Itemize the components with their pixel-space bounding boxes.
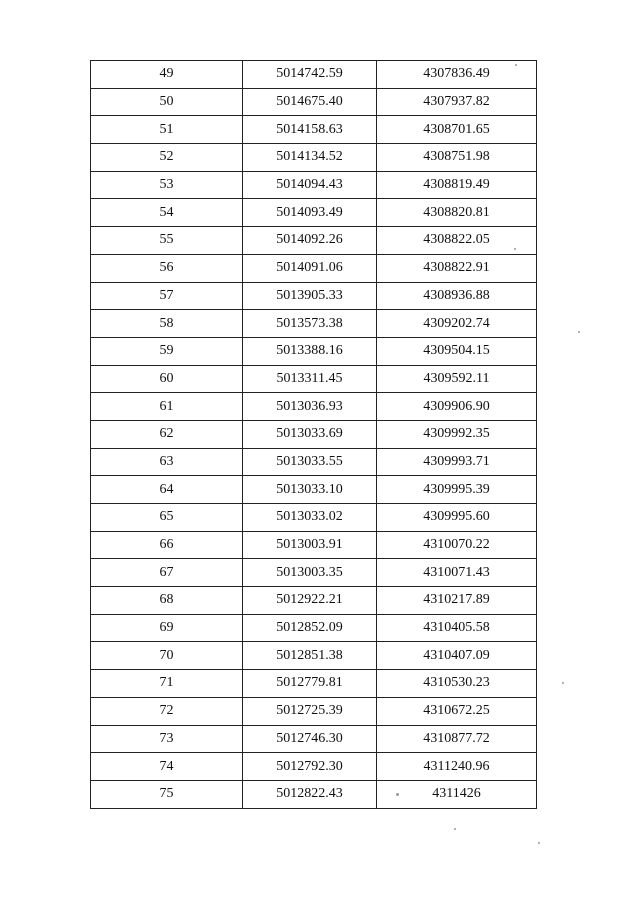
x-coordinate-cell: 5014094.43 bbox=[243, 171, 377, 199]
point-number-cell: 73 bbox=[91, 725, 243, 753]
point-number-cell: 67 bbox=[91, 559, 243, 587]
x-coordinate-cell: 5014675.40 bbox=[243, 88, 377, 116]
point-number-cell: 53 bbox=[91, 171, 243, 199]
table-row bbox=[91, 448, 537, 476]
coordinate-table-container bbox=[90, 60, 536, 809]
x-coordinate-cell: 5013573.38 bbox=[243, 310, 377, 338]
point-number-cell: 71 bbox=[91, 670, 243, 698]
y-coordinate-cell: 4308701.65 bbox=[377, 116, 537, 144]
x-coordinate-cell: 5013036.93 bbox=[243, 393, 377, 421]
table-row bbox=[91, 310, 537, 338]
y-coordinate-cell: 4310877.72 bbox=[377, 725, 537, 753]
scan-speck bbox=[562, 682, 564, 684]
x-coordinate-cell: 5014158.63 bbox=[243, 116, 377, 144]
table-row bbox=[91, 753, 537, 781]
y-coordinate-cell: 4309995.39 bbox=[377, 476, 537, 504]
point-number-cell: 66 bbox=[91, 531, 243, 559]
point-number-cell: 70 bbox=[91, 642, 243, 670]
point-number-cell: 52 bbox=[91, 144, 243, 172]
coordinate-table bbox=[90, 60, 537, 809]
table-body bbox=[91, 61, 537, 809]
x-coordinate-cell: 5012852.09 bbox=[243, 614, 377, 642]
table-row bbox=[91, 642, 537, 670]
y-coordinate-cell: 4310530.23 bbox=[377, 670, 537, 698]
table-row bbox=[91, 337, 537, 365]
table-row bbox=[91, 725, 537, 753]
table-row bbox=[91, 116, 537, 144]
point-number-cell: 56 bbox=[91, 254, 243, 282]
point-number-cell: 49 bbox=[91, 61, 243, 89]
point-number-cell: 65 bbox=[91, 504, 243, 532]
y-coordinate-cell: 4309906.90 bbox=[377, 393, 537, 421]
x-coordinate-cell: 5013033.10 bbox=[243, 476, 377, 504]
y-coordinate-cell: 4308936.88 bbox=[377, 282, 537, 310]
x-coordinate-cell: 5013905.33 bbox=[243, 282, 377, 310]
x-coordinate-cell: 5013033.55 bbox=[243, 448, 377, 476]
y-coordinate-cell: 4310672.25 bbox=[377, 697, 537, 725]
y-coordinate-cell: 4310217.89 bbox=[377, 587, 537, 615]
y-coordinate-cell: 4308822.91 bbox=[377, 254, 537, 282]
table-row bbox=[91, 171, 537, 199]
x-coordinate-cell: 5013033.02 bbox=[243, 504, 377, 532]
point-number-cell: 62 bbox=[91, 420, 243, 448]
point-number-cell: 68 bbox=[91, 587, 243, 615]
table-row bbox=[91, 697, 537, 725]
y-coordinate-cell: 4310071.43 bbox=[377, 559, 537, 587]
x-coordinate-cell: 5012779.81 bbox=[243, 670, 377, 698]
y-coordinate-cell: 4308751.98 bbox=[377, 144, 537, 172]
x-coordinate-cell: 5014093.49 bbox=[243, 199, 377, 227]
table-row bbox=[91, 144, 537, 172]
scan-speck bbox=[454, 828, 456, 830]
table-row bbox=[91, 365, 537, 393]
y-coordinate-cell: 4309202.74 bbox=[377, 310, 537, 338]
table-row bbox=[91, 199, 537, 227]
x-coordinate-cell: 5012792.30 bbox=[243, 753, 377, 781]
x-coordinate-cell: 5014091.06 bbox=[243, 254, 377, 282]
x-coordinate-cell: 5012725.39 bbox=[243, 697, 377, 725]
x-coordinate-cell: 5013388.16 bbox=[243, 337, 377, 365]
y-coordinate-cell: 4307836.49 bbox=[377, 61, 537, 89]
y-coordinate-cell: 4308820.81 bbox=[377, 199, 537, 227]
scan-speck bbox=[515, 64, 517, 66]
table-row bbox=[91, 420, 537, 448]
x-coordinate-cell: 5014092.26 bbox=[243, 227, 377, 255]
table-row bbox=[91, 504, 537, 532]
point-number-cell: 55 bbox=[91, 227, 243, 255]
y-coordinate-cell: 4309504.15 bbox=[377, 337, 537, 365]
table-row bbox=[91, 61, 537, 89]
table-row bbox=[91, 670, 537, 698]
y-coordinate-cell: 4309992.35 bbox=[377, 420, 537, 448]
table-row bbox=[91, 780, 537, 808]
point-number-cell: 61 bbox=[91, 393, 243, 421]
y-coordinate-cell: 4310070.22 bbox=[377, 531, 537, 559]
point-number-cell: 51 bbox=[91, 116, 243, 144]
y-coordinate-cell: 4308819.49 bbox=[377, 171, 537, 199]
y-coordinate-cell: 4310405.58 bbox=[377, 614, 537, 642]
x-coordinate-cell: 5014134.52 bbox=[243, 144, 377, 172]
point-number-cell: 69 bbox=[91, 614, 243, 642]
scan-speck bbox=[396, 793, 399, 796]
y-coordinate-cell: 4309993.71 bbox=[377, 448, 537, 476]
x-coordinate-cell: 5012851.38 bbox=[243, 642, 377, 670]
point-number-cell: 54 bbox=[91, 199, 243, 227]
table-row bbox=[91, 587, 537, 615]
y-coordinate-cell: 4310407.09 bbox=[377, 642, 537, 670]
scan-speck bbox=[578, 331, 580, 333]
y-coordinate-cell: 4311240.96 bbox=[377, 753, 537, 781]
scan-speck bbox=[514, 248, 516, 250]
table-row bbox=[91, 531, 537, 559]
table-row bbox=[91, 88, 537, 116]
point-number-cell: 74 bbox=[91, 753, 243, 781]
point-number-cell: 72 bbox=[91, 697, 243, 725]
point-number-cell: 58 bbox=[91, 310, 243, 338]
table-row bbox=[91, 254, 537, 282]
x-coordinate-cell: 5012822.43 bbox=[243, 780, 377, 808]
table-row bbox=[91, 614, 537, 642]
y-coordinate-cell: 4309995.60 bbox=[377, 504, 537, 532]
y-coordinate-cell: 4308822.05 bbox=[377, 227, 537, 255]
table-row bbox=[91, 393, 537, 421]
scan-speck bbox=[538, 842, 540, 844]
y-coordinate-cell: 4311426 bbox=[377, 780, 537, 808]
x-coordinate-cell: 5013033.69 bbox=[243, 420, 377, 448]
point-number-cell: 75 bbox=[91, 780, 243, 808]
x-coordinate-cell: 5013003.91 bbox=[243, 531, 377, 559]
point-number-cell: 60 bbox=[91, 365, 243, 393]
x-coordinate-cell: 5014742.59 bbox=[243, 61, 377, 89]
point-number-cell: 64 bbox=[91, 476, 243, 504]
y-coordinate-cell: 4309592.11 bbox=[377, 365, 537, 393]
x-coordinate-cell: 5013311.45 bbox=[243, 365, 377, 393]
x-coordinate-cell: 5013003.35 bbox=[243, 559, 377, 587]
point-number-cell: 57 bbox=[91, 282, 243, 310]
point-number-cell: 50 bbox=[91, 88, 243, 116]
x-coordinate-cell: 5012922.21 bbox=[243, 587, 377, 615]
table-row bbox=[91, 559, 537, 587]
table-row bbox=[91, 227, 537, 255]
table-row bbox=[91, 476, 537, 504]
y-coordinate-cell: 4307937.82 bbox=[377, 88, 537, 116]
x-coordinate-cell: 5012746.30 bbox=[243, 725, 377, 753]
table-row bbox=[91, 282, 537, 310]
point-number-cell: 63 bbox=[91, 448, 243, 476]
point-number-cell: 59 bbox=[91, 337, 243, 365]
